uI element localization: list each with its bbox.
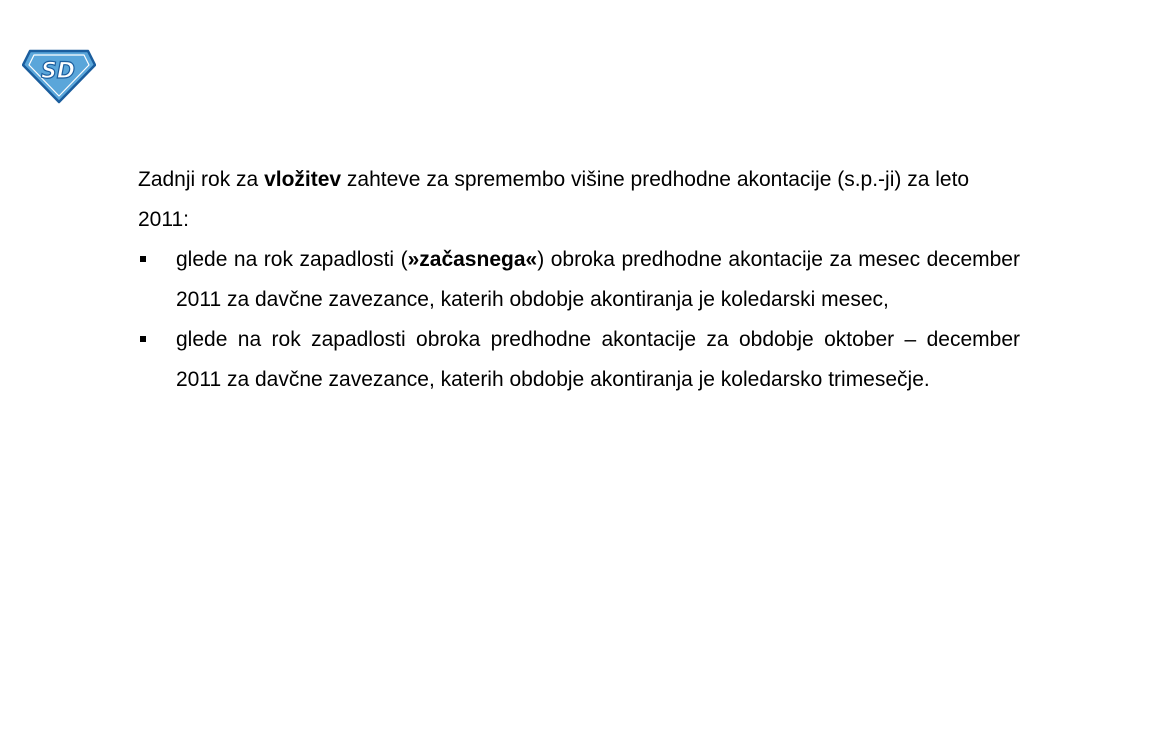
sd-logo-icon bbox=[22, 48, 96, 104]
intro-bold: vložitev bbox=[264, 168, 342, 191]
bullet-item bbox=[138, 240, 1020, 320]
logo bbox=[22, 48, 96, 104]
square-bullet-icon bbox=[140, 256, 146, 262]
square-bullet-icon bbox=[140, 336, 146, 342]
intro-paragraph bbox=[138, 160, 1020, 240]
bullet-text-bold: »začasnega« bbox=[407, 248, 538, 271]
bullet-text-before: glede na rok zapadlosti ( bbox=[176, 248, 408, 271]
bullet-text-after: ) obroka predhodne akontacije za mesec december 2011 za davčne zavezance, katerih obdobje akontiranja je koledarski mesec, bbox=[176, 248, 1020, 311]
intro-rest: zahteve za spremembo višine predhodne akontacije (s.p.-ji) za leto 2011: bbox=[138, 168, 970, 231]
bullet-item bbox=[138, 320, 1020, 400]
svg-text:SD: SD bbox=[40, 59, 76, 84]
intro-lead: Zadnji rok za bbox=[138, 168, 265, 191]
bullet-text-before: glede na rok zapadlosti obroka predhodne akontacije za obdobje oktober – december 2011 za davčne zavezance, katerih obdobje akontiranja je koledarsko trimesečje. bbox=[176, 328, 1020, 391]
bullet-list bbox=[138, 240, 1020, 400]
main-content bbox=[138, 160, 1020, 400]
